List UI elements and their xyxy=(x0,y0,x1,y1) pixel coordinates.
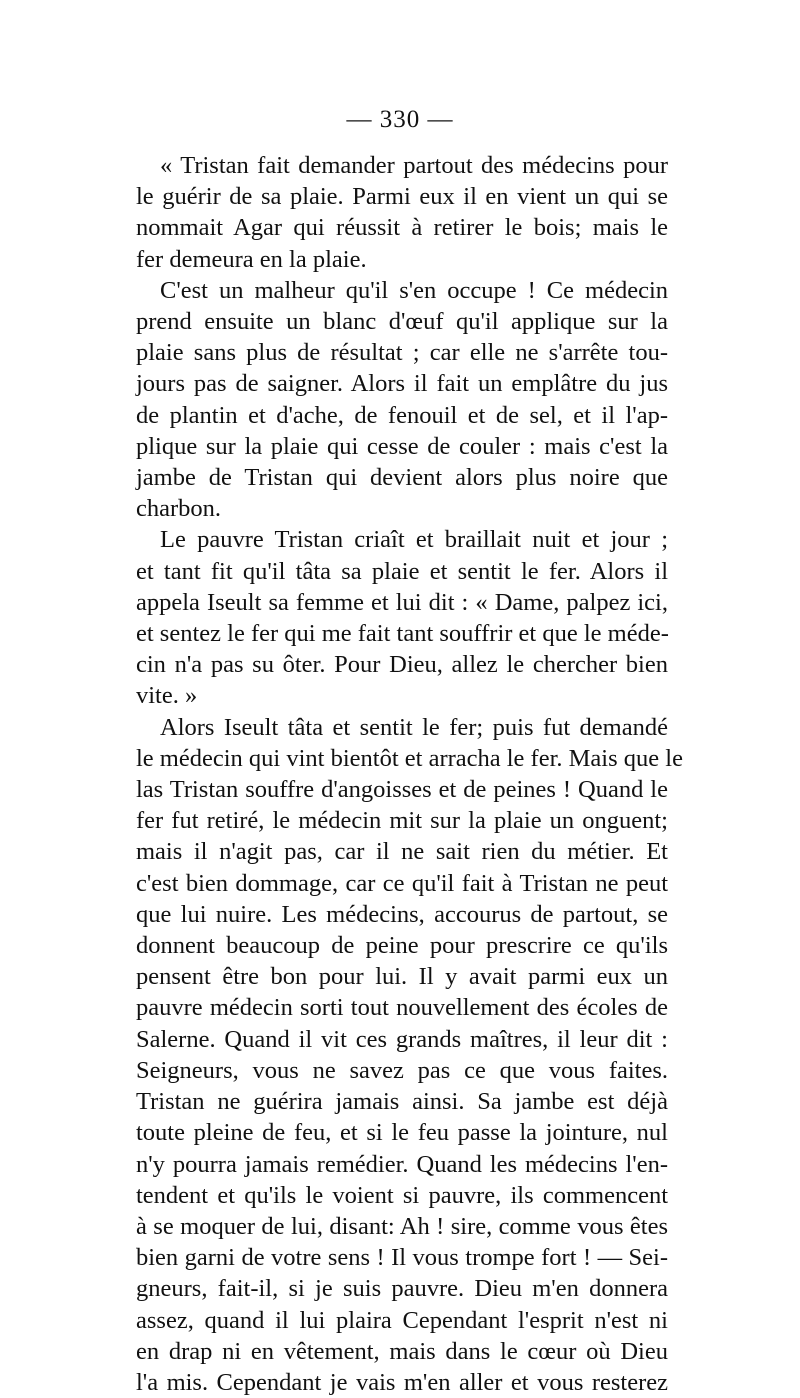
text-line: plique sur la plaie qui cesse de couler : mais c'est la xyxy=(136,432,668,460)
text-line: pensent être bon pour lui. Il y avait parmi eux un xyxy=(136,963,668,991)
text-line: bien garni de votre sens ! Il vous trompe fort ! — Sei- xyxy=(136,1244,668,1272)
text-line: n'y pourra jamais remédier. Quand les médecins l'en- xyxy=(136,1150,668,1178)
text-line: C'est un malheur qu'il s'en occupe ! Ce médecin xyxy=(160,276,668,304)
text-line: donnent beaucoup de peine pour prescrire ce qu'ils xyxy=(136,932,668,960)
text-line: nommait Agar qui réussit à retirer le bois; mais le xyxy=(136,214,668,242)
text-line: appela Iseult sa femme et lui dit : « Dame, palpez ici, xyxy=(136,588,668,616)
text-line: assez, quand il lui plaira Cependant l'esprit n'est ni xyxy=(136,1306,668,1334)
text-line: Alors Iseult tâta et sentit le fer; puis fut demandé xyxy=(160,713,668,741)
text-line: jours pas de saigner. Alors il fait un emplâtre du jus xyxy=(136,370,668,398)
text-line: Le pauvre Tristan criaît et braillait nuit et jour ; xyxy=(160,526,668,554)
text-line: prend ensuite un blanc d'œuf qu'il applique sur la xyxy=(136,308,668,336)
text-line: que lui nuire. Les médecins, accourus de partout, se xyxy=(136,900,668,928)
text-line: Salerne. Quand il vit ces grands maîtres, il leur dit : xyxy=(136,1025,668,1053)
page-number: — 330 — xyxy=(346,106,454,133)
text-line: fer demeura en la plaie. xyxy=(136,245,367,273)
text-line: vite. » xyxy=(136,682,198,710)
text-line: charbon. xyxy=(136,495,222,523)
text-line: en drap ni en vêtement, mais dans le cœur où Dieu xyxy=(136,1337,668,1365)
text-line: c'est bien dommage, car ce qu'il fait à Tristan ne peut xyxy=(136,869,668,897)
text-line: « Tristan fait demander partout des médecins pour xyxy=(160,152,668,179)
text-line: le guérir de sa plaie. Parmi eux il en vient un qui se xyxy=(136,183,668,211)
text-line: tendent et qu'ils le voient si pauvre, ils commencent xyxy=(136,1181,668,1209)
body-text xyxy=(136,150,683,1398)
text-line: Seigneurs, vous ne savez pas ce que vous faites. xyxy=(136,1056,668,1084)
text-line: plaie sans plus de résultat ; car elle ne s'arrête tou- xyxy=(136,339,668,367)
text-line: l'a mis. Cependant je vais m'en aller et vous resterez xyxy=(136,1368,668,1396)
text-line: et sentez le fer qui me fait tant souffrir et que le méde- xyxy=(136,620,669,648)
text-line: à se moquer de lui, disant: Ah ! sire, comme vous êtes xyxy=(136,1212,668,1240)
text-line: le médecin qui vint bientôt et arracha le fer. Mais que le xyxy=(136,744,683,772)
text-line: de plantin et d'ache, de fenouil et de sel, et il l'ap- xyxy=(136,401,668,429)
text-line: cin n'a pas su ôter. Pour Dieu, allez le chercher bien xyxy=(136,651,668,679)
text-line: gneurs, fait-il, si je suis pauvre. Dieu m'en donnera xyxy=(136,1275,668,1303)
text-line: fer fut retiré, le médecin mit sur la plaie un onguent; xyxy=(136,807,668,835)
text-line: las Tristan souffre d'angoisses et de peines ! Quand le xyxy=(136,776,668,804)
text-line: et tant fit qu'il tâta sa plaie et sentit le fer. Alors il xyxy=(136,557,668,585)
text-line: jambe de Tristan qui devient alors plus noire que xyxy=(136,464,668,492)
text-line: mais il n'agit pas, car il ne sait rien du métier. Et xyxy=(136,838,668,866)
text-line: toute pleine de feu, et si le feu passe la jointure, nul xyxy=(136,1119,668,1147)
text-line: Tristan ne guérira jamais ainsi. Sa jambe est déjà xyxy=(136,1088,668,1116)
text-line: pauvre médecin sorti tout nouvellement des écoles de xyxy=(136,994,668,1022)
